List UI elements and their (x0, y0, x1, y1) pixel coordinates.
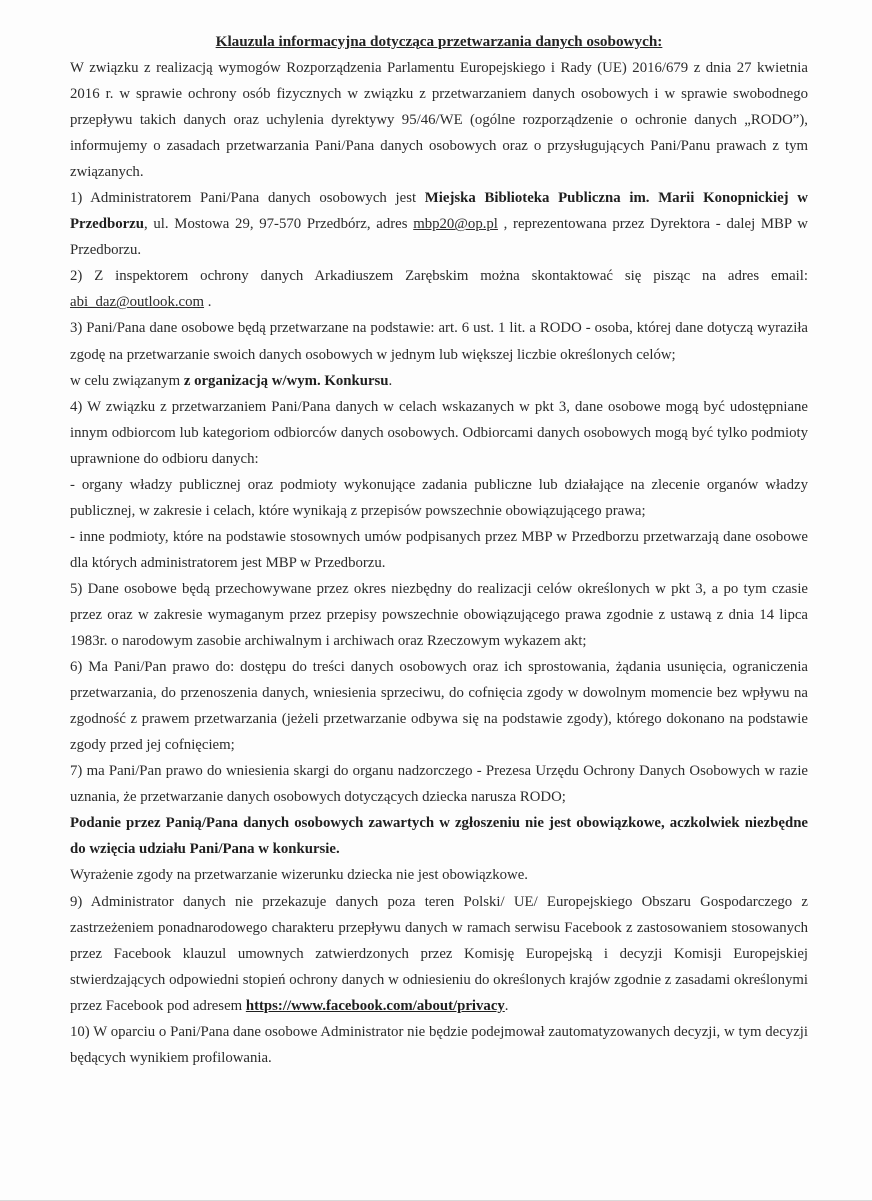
paragraph-4-item-a: - organy władzy publicznej oraz podmioty wykonujące zadania publiczne lub działające na zlecenie organów władzy publicznej, w zakresie i celach, które wynikają z przepisów powszechnie obowiązującego prawa; (70, 476, 808, 519)
p9-text-b: . (504, 997, 509, 1014)
p3-text-bold: z organizacją w/wym. Konkursu (183, 372, 389, 389)
paragraph-6: 6) Ma Pani/Pan prawo do: dostępu do treści danych osobowych oraz ich sprostowania, żądania usunięcia, ograniczenia przetwarzania, do przenoszenia danych, wniesienia sprzeciwu, do cofnięcia zgody w dowolnym momencie bez wpływu na zgodność z prawem przetwarzania (jeżeli przetwarzanie odbywa się na podstawie zgody), którego dokonano na podstawie zgody przed jej cofnięciem; (70, 659, 808, 754)
p9-text-a: 9) Administrator danych nie przekazuje danych poza teren Polski/ UE/ Europejskiego Obszaru Gospodarczego z zastrzeżeniem ponadnarodowego charakteru przepływu danych w ramach serwisu Facebook z zastosowaniem stosowanych przez Facebook klauzul umownych zatwierdzonych przez Komisję Europejską i decyzji Komisji Europejskiej stwierdzających odpowiedni stopień ochrony danych w odniesieniu do określonych krajów zgodnie z zasadami określonymi przez Facebook pod adresem (70, 893, 808, 1014)
document-title: Klauzula informacyjna dotycząca przetwarzania danych osobowych: (215, 33, 663, 50)
paragraph-10: 10) W oparciu o Pani/Pana dane osobowe Administrator nie będzie podejmował zautomatyzowanych decyzji, w tym decyzji będących wynikiem profilowania. (70, 1023, 808, 1066)
inspector-email-link[interactable]: abi_daz@outlook.com (70, 294, 205, 311)
paragraph-4-item-b: - inne podmioty, które na podstawie stosownych umów podpisanych przez MBP w Przedborzu przetwarzają dane osobowe dla których administratorem jest MBP w Przedborzu. (70, 528, 808, 571)
paragraph-8-note: Wyrażenie zgody na przetwarzanie wizerunku dziecka nie jest obowiązkowe. (70, 867, 529, 884)
intro-paragraph: W związku z realizacją wymogów Rozporządzenia Parlamentu Europejskiego i Rady (UE) 2016/679 z dnia 27 kwietnia 2016 r. w sprawie ochrony osób fizycznych w związku z przetwarzaniem danych osobowych i w sprawie swobodnego przepływu takich danych oraz uchylenia dyrektywy 95/46/WE (ogólne rozporządzenie o ochronie danych „RODO”), informujemy o zasadach przetwarzania Pani/Pana danych osobowych oraz o przysługujących Pani/Panu prawach z tym związanych. (70, 60, 808, 181)
p3-text-b: w celu związanym (70, 372, 184, 389)
p1-text-d: , reprezentowana przez Dyrektora - dalej MBP w Przedborzu. (70, 216, 808, 259)
paragraph-5: 5) Dane osobowe będą przechowywane przez okres niezbędny do realizacji celów określonych w pkt 3, a po tym czasie przez oraz w zakresie wymaganym przez przepisy powszechnie obowiązującego prawa zgodnie z ustawą z dnia 14 lipca 1983r. o narodowym zasobie archiwalnym i archiwach oraz Rzeczowym wykazem akt; (70, 580, 808, 650)
p1-text-a: 1) Administratorem Pani/Pana danych osobowych jest (70, 190, 425, 207)
paragraph-9 (70, 889, 808, 1019)
paragraph-7: 7) ma Pani/Pan prawo do wniesienia skargi do organu nadzorczego - Prezesa Urzędu Ochrony Danych Osobowych w razie uznania, że przetwarzanie danych osobowych dotyczących dziecka narusza RODO; (70, 763, 808, 806)
p3-text-d: . (388, 372, 393, 389)
paragraph-8-bold: Podanie przez Panią/Pana danych osobowych zawartych w zgłoszeniu nie jest obowiązkowe, aczkolwiek niezbędne do wzięcia udziału Pani/Pana w konkursie. (70, 815, 808, 858)
p2-text-b: . (204, 294, 212, 311)
paragraph-4: 4) W związku z przetwarzaniem Pani/Pana danych w celach wskazanych w pkt 3, dane osobowe mogą być udostępniane innym odbiorcom lub kategoriom odbiorców danych osobowych. Odbiorcami danych osobowych mogą być tylko podmioty uprawnione do odbioru danych: (70, 398, 808, 467)
library-email-link[interactable]: mbp20@op.pl (413, 216, 498, 233)
p3-text-a: 3) Pani/Pana dane osobowe będą przetwarzane na podstawie: art. 6 ust. 1 lit. a RODO - osoba, której dane dotyczą wyraziła zgodę na przetwarzanie swoich danych osobowych w jednym lub większej liczbie określonych celów; (70, 320, 808, 363)
library-name: Miejska Biblioteka Publiczna im. Marii Konopnickiej w Przedborzu (70, 190, 808, 233)
paragraph-2 (70, 263, 808, 315)
facebook-privacy-link[interactable]: https://www.facebook.com/about/privacy (245, 997, 505, 1014)
paragraph-1 (70, 185, 808, 263)
paragraph-3 (70, 315, 808, 393)
p2-text-a: 2) Z inspektorem ochrony danych Arkadiuszem Zarębskim można skontaktować się pisząc na adres email: (70, 268, 808, 285)
p1-text-c: , ul. Mostowa 29, 97-570 Przedbórz, adres (143, 216, 414, 233)
document-body (70, 31, 808, 1071)
